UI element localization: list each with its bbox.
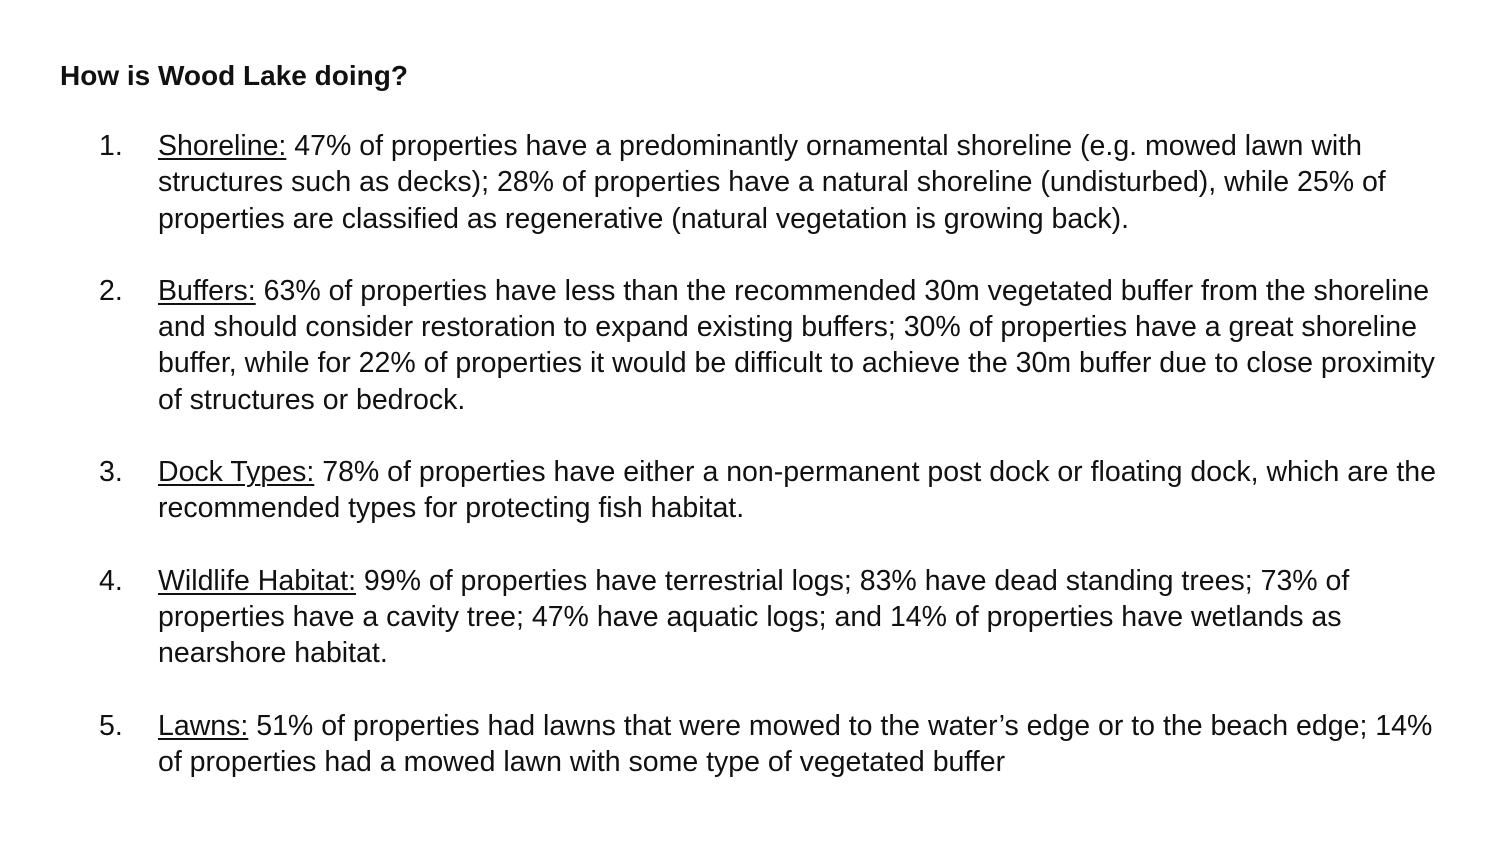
list-item-body xyxy=(158,454,1448,527)
item-text-lawns: 51% of properties had lawns that were mowed to the water’s edge or to the beach edge; 14% of properties had a mowed lawn with some type of vegetated buffer xyxy=(158,709,1433,778)
item-heading-dock-types: Dock Types: xyxy=(158,456,315,489)
findings-list xyxy=(0,128,1500,816)
page-title: How is Wood Lake doing? xyxy=(60,60,408,91)
item-text-shoreline: 47% of properties have a predominantly ornamental shoreline (e.g. mowed lawn with structures such as decks); 28% of properties have a natural shoreline (undisturbed), while 25% of properties are classified as regenerative (natural vegetation is growing back). xyxy=(158,130,1386,235)
list-item-body xyxy=(158,563,1448,672)
list-number: 5. xyxy=(99,709,123,742)
list-item-dock-types xyxy=(0,454,1500,527)
list-number: 3. xyxy=(99,456,123,489)
list-item-wildlife-habitat xyxy=(0,563,1500,672)
item-text-dock-types: 78% of properties have either a non-permanent post dock or floating dock, which are the recommended types for protecting fish habitat. xyxy=(158,456,1436,525)
list-number: 2. xyxy=(99,274,123,307)
item-heading-buffers: Buffers: xyxy=(158,274,256,307)
list-item-body xyxy=(158,273,1448,418)
list-number: 4. xyxy=(99,564,123,597)
list-number: 1. xyxy=(99,130,123,162)
item-text-buffers: 63% of properties have less than the recommended 30m vegetated buffer from the shoreline and should consider restoration to expand existing buffers; 30% of properties have a great shoreline buffer, while for 22% of properties it would be difficult to achieve the 30m buffer due to close proximity of structures or bedrock. xyxy=(158,274,1435,416)
list-item-shoreline xyxy=(0,128,1500,237)
list-item-lawns xyxy=(0,708,1500,781)
list-item-buffers xyxy=(0,273,1500,418)
list-item-body xyxy=(158,128,1448,237)
list-item-body xyxy=(158,708,1448,781)
item-text-wildlife-habitat: 99% of properties have terrestrial logs; 83% have dead standing trees; 73% of properties have a cavity tree; 47% have aquatic logs; and 14% of properties have wetlands as nearshore habitat. xyxy=(158,564,1350,670)
item-heading-shoreline: Shoreline: xyxy=(158,130,287,162)
item-heading-wildlife-habitat: Wildlife Habitat: xyxy=(158,564,356,597)
item-heading-lawns: Lawns: xyxy=(158,709,249,742)
